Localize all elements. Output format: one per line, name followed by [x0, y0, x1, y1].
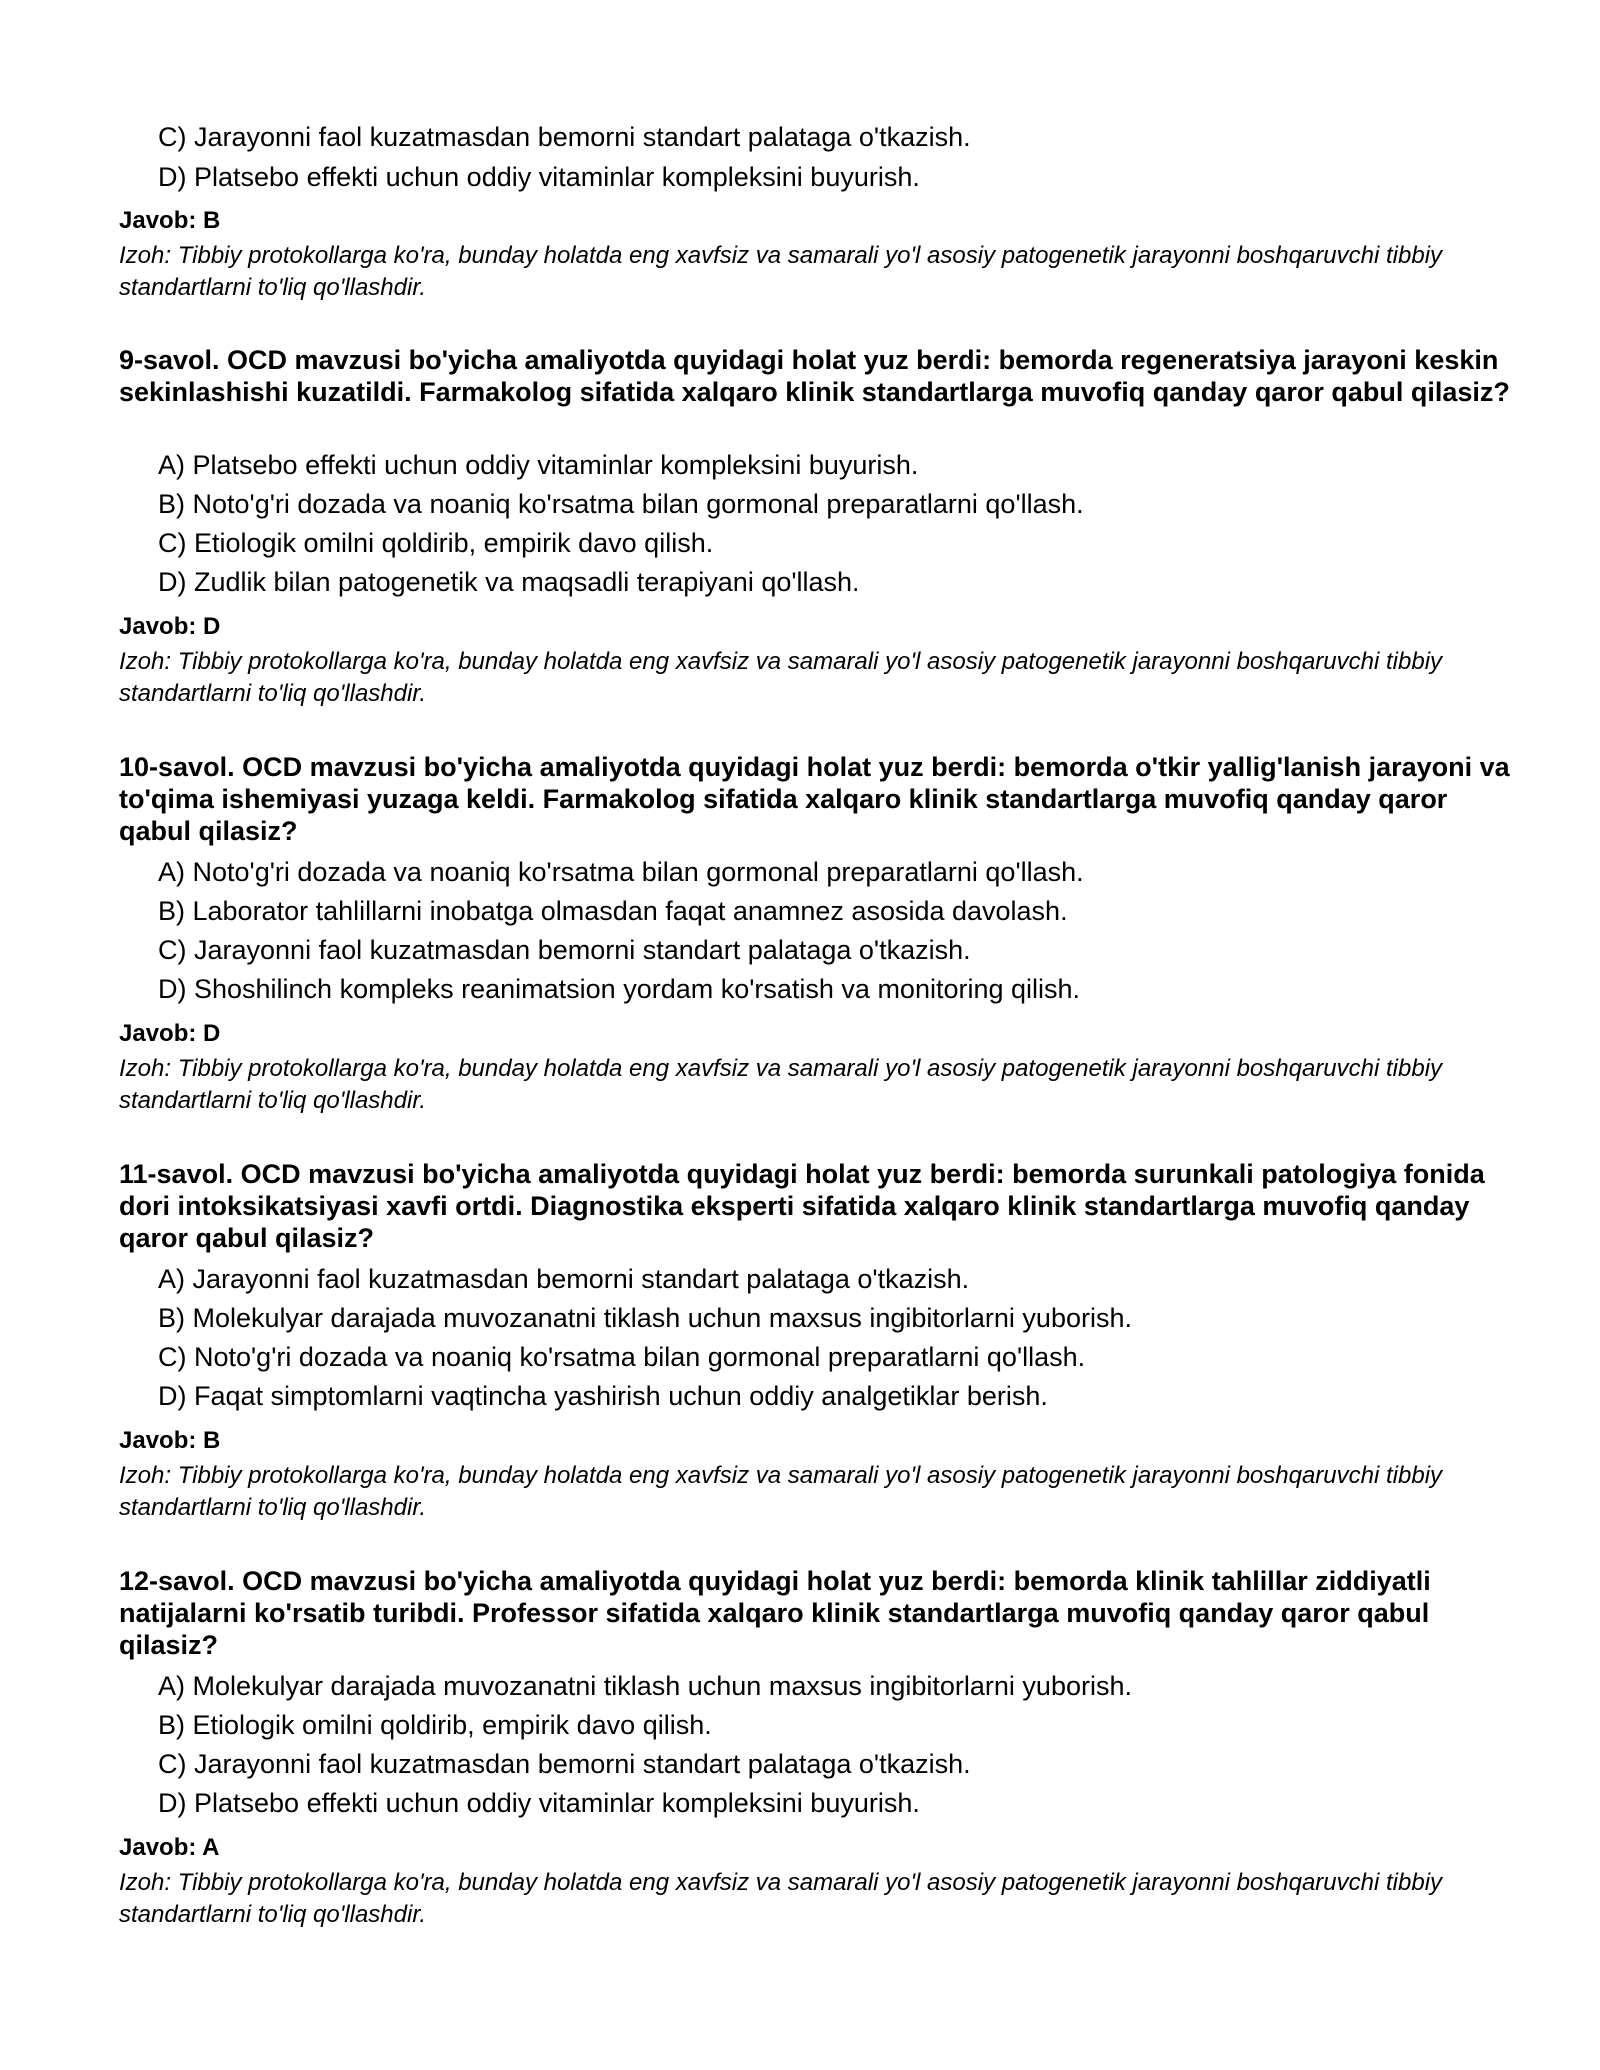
question-9-option-a: A) Platsebo effekti uchun oddiy vitaminlar kompleksini buyurish.: [158, 450, 919, 480]
question-12-option-d: D) Platsebo effekti uchun oddiy vitaminlar kompleksini buyurish.: [158, 1788, 920, 1818]
question-11-option-d: D) Faqat simptomlarni vaqtincha yashirish uchun oddiy analgetiklar berish.: [158, 1381, 1048, 1411]
question-9-answer: Javob: D: [119, 613, 221, 640]
question-11-option-c: C) Noto'g'ri dozada va noaniq ko'rsatma bilan gormonal preparatlarni qo'llash.: [158, 1342, 1086, 1372]
question-11-answer: Javob: B: [119, 1427, 221, 1454]
question-8-option-c: C) Jarayonni faol kuzatmasdan bemorni standart palataga o'tkazish.: [158, 122, 971, 152]
question-10-option-d: D) Shoshilinch kompleks reanimatsion yordam ko'rsatish va monitoring qilish.: [158, 974, 1081, 1004]
question-10-explanation: Izoh: Tibbiy protokollarga ko'ra, bunday holatda eng xavfsiz va samarali yo'l asosiy patogenetik jarayonni boshqaruvchi tibbiy standartlarni to'liq qo'llashdir.: [119, 1055, 1443, 1114]
question-12-explanation: Izoh: Tibbiy protokollarga ko'ra, bunday holatda eng xavfsiz va samarali yo'l asosiy patogenetik jarayonni boshqaruvchi tibbiy standartlarni to'liq qo'llashdir.: [119, 1869, 1443, 1928]
question-12-option-b: B) Etiologik omilni qoldirib, empirik davo qilish.: [158, 1710, 712, 1740]
question-9-explanation: Izoh: Tibbiy protokollarga ko'ra, bunday holatda eng xavfsiz va samarali yo'l asosiy patogenetik jarayonni boshqaruvchi tibbiy standartlarni to'liq qo'llashdir.: [119, 648, 1443, 707]
question-10-option-c: C) Jarayonni faol kuzatmasdan bemorni standart palataga o'tkazish.: [158, 935, 971, 965]
question-12-option-a: A) Molekulyar darajada muvozanatni tiklash uchun maxsus ingibitorlarni yuborish.: [158, 1671, 1132, 1701]
question-10-answer: Javob: D: [119, 1020, 221, 1047]
question-11-title: 11-savol. OCD mavzusi bo'yicha amaliyotda quyidagi holat yuz berdi: bemorda surunkali patologiya fonida dori intoksikatsiyasi xavfi ortdi. Diagnostika eksperti sifatida xalqaro klinik standartlarga muvofiq qanday qaror qabul qilasiz?: [119, 1159, 1485, 1253]
question-10-title: 10-savol. OCD mavzusi bo'yicha amaliyotda quyidagi holat yuz berdi: bemorda o'tkir yallig'lanish jarayoni va to'qima ishemiyasi yuzaga keldi. Farmakolog sifatida xalqaro klinik standartlarga muvofiq qanday qaror qabul qilasiz?: [119, 752, 1510, 846]
question-10-option-b: B) Laborator tahlillarni inobatga olmasdan faqat anamnez asosida davolash.: [158, 896, 1068, 926]
question-12-option-c: C) Jarayonni faol kuzatmasdan bemorni standart palataga o'tkazish.: [158, 1749, 971, 1779]
question-9-option-d: D) Zudlik bilan patogenetik va maqsadli terapiyani qo'llash.: [158, 567, 860, 597]
question-8-explanation: Izoh: Tibbiy protokollarga ko'ra, bunday holatda eng xavfsiz va samarali yo'l asosiy patogenetik jarayonni boshqaruvchi tibbiy standartlarni to'liq qo'llashdir.: [119, 242, 1443, 301]
question-9-option-c: C) Etiologik omilni qoldirib, empirik davo qilish.: [158, 528, 714, 558]
question-8-answer: Javob: B: [119, 207, 221, 234]
question-9-title: 9-savol. OCD mavzusi bo'yicha amaliyotda quyidagi holat yuz berdi: bemorda regeneratsiya jarayoni keskin sekinlashishi kuzatildi. Farmakolog sifatida xalqaro klinik standartlarga muvofiq qanday qaror qabul qilasiz?: [119, 345, 1510, 407]
question-8-option-d: D) Platsebo effekti uchun oddiy vitaminlar kompleksini buyurish.: [158, 162, 920, 192]
question-12-answer: Javob: A: [119, 1834, 220, 1861]
question-10-option-a: A) Noto'g'ri dozada va noaniq ko'rsatma bilan gormonal preparatlarni qo'llash.: [158, 857, 1084, 887]
question-12-title: 12-savol. OCD mavzusi bo'yicha amaliyotda quyidagi holat yuz berdi: bemorda klinik tahlillar ziddiyatli natijalarni ko'rsatib turibdi. Professor sifatida xalqaro klinik standartlarga muvofiq qanday qaror qabul qilasiz?: [119, 1566, 1431, 1660]
question-9-option-b: B) Noto'g'ri dozada va noaniq ko'rsatma bilan gormonal preparatlarni qo'llash.: [158, 489, 1084, 519]
question-11-explanation: Izoh: Tibbiy protokollarga ko'ra, bunday holatda eng xavfsiz va samarali yo'l asosiy patogenetik jarayonni boshqaruvchi tibbiy standartlarni to'liq qo'llashdir.: [119, 1462, 1443, 1521]
question-11-option-b: B) Molekulyar darajada muvozanatni tiklash uchun maxsus ingibitorlarni yuborish.: [158, 1303, 1132, 1333]
question-11-option-a: A) Jarayonni faol kuzatmasdan bemorni standart palataga o'tkazish.: [158, 1264, 970, 1294]
